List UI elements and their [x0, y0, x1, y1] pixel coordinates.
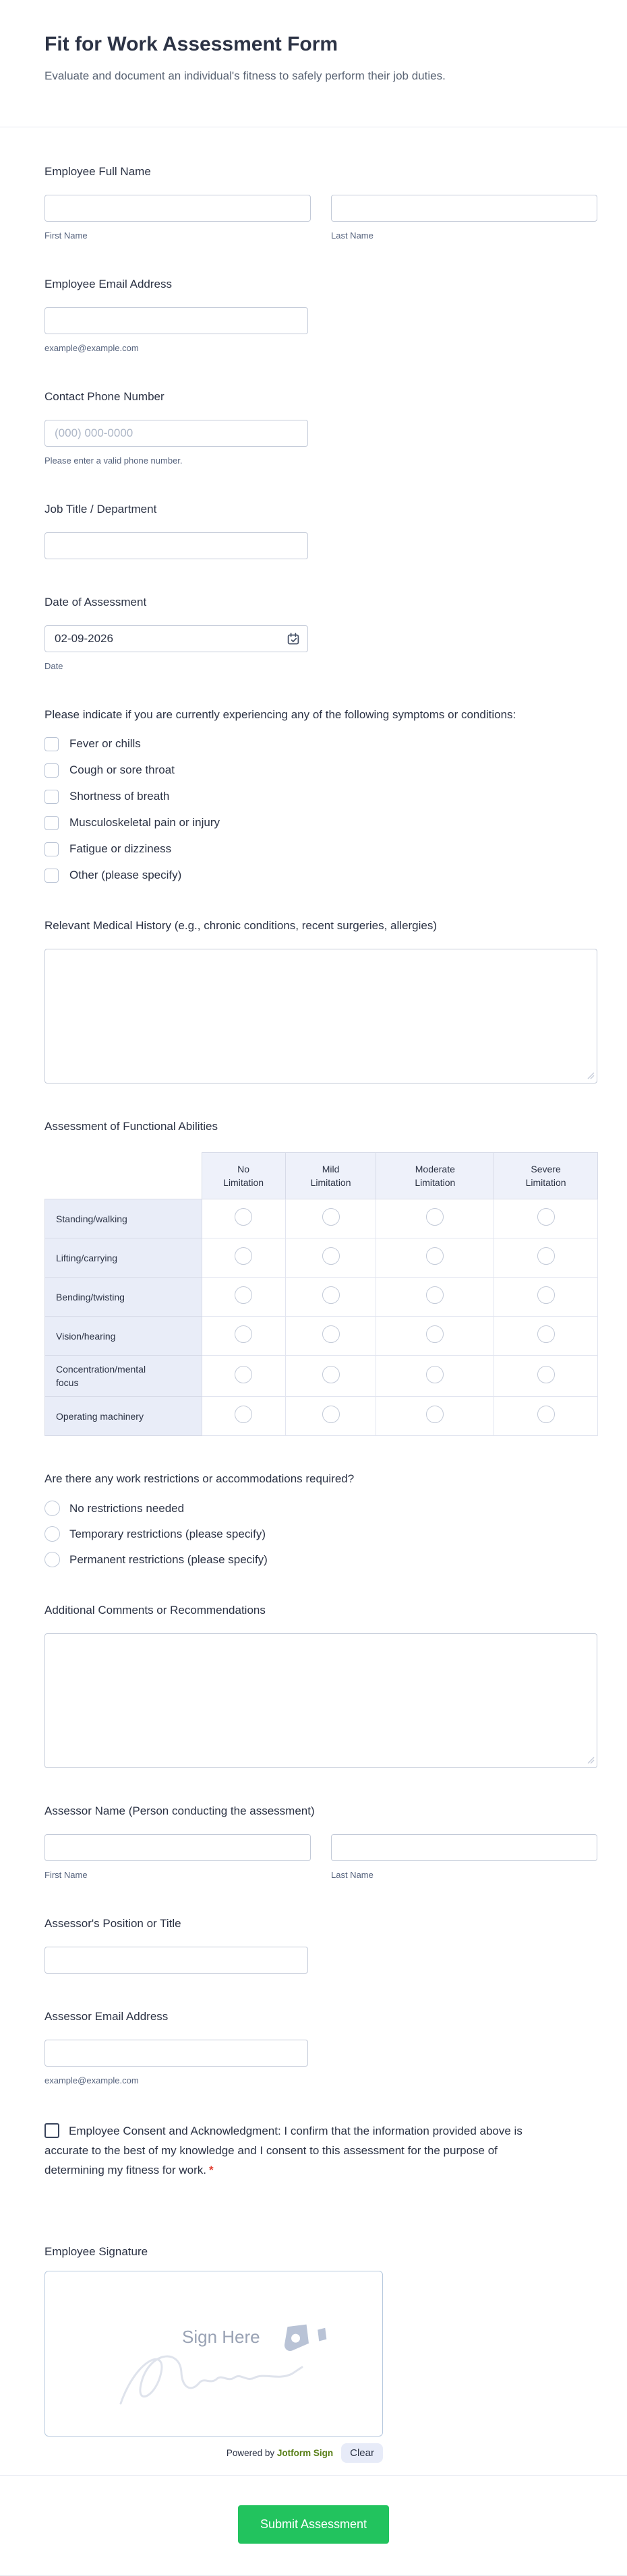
- field-label: Assessor Name (Person conducting the assessment): [44, 1804, 315, 1817]
- field-label: Assessment of Functional Abilities: [44, 1120, 218, 1133]
- employee-last-name-input[interactable]: [331, 195, 597, 222]
- matrix-radio[interactable]: [426, 1286, 444, 1304]
- assessor-first-name-input[interactable]: [44, 1834, 311, 1861]
- matrix-row-standing: [45, 1199, 598, 1238]
- medical-history-textarea[interactable]: [44, 949, 597, 1083]
- field-label: Employee Email Address: [44, 278, 172, 290]
- symptom-option-fatigue[interactable]: Fatigue or dizziness: [44, 842, 597, 856]
- field-label: Contact Phone Number: [44, 390, 165, 403]
- assessor-email-input[interactable]: [44, 2040, 308, 2067]
- field-label: Employee Full Name: [44, 165, 151, 178]
- symptom-option-fever[interactable]: Fever or chills: [44, 736, 597, 751]
- abilities-matrix-table: [44, 1152, 598, 1436]
- calendar-icon[interactable]: [287, 632, 300, 646]
- question-assessor-position: [44, 1916, 597, 1974]
- matrix-col-header: Severe Limitation: [494, 1153, 598, 1199]
- question-medical-history: [44, 918, 597, 1083]
- question-functional-abilities: [44, 1119, 597, 1436]
- submit-area: [0, 2476, 627, 2575]
- field-label: Are there any work restrictions or accommodations required?: [44, 1472, 355, 1485]
- matrix-row-label: Standing/walking: [45, 1199, 202, 1238]
- matrix-radio[interactable]: [235, 1325, 252, 1343]
- matrix-radio[interactable]: [426, 1406, 444, 1423]
- question-assessor-name: [44, 1803, 597, 1881]
- question-assessor-email: [44, 2009, 597, 2086]
- checkbox-icon[interactable]: [44, 842, 59, 856]
- field-label: Assessor Email Address: [44, 2010, 169, 2023]
- matrix-row-label: Bending/twisting: [45, 1278, 202, 1317]
- field-label: Please indicate if you are currently experiencing any of the following symptoms or conditions:: [44, 708, 516, 721]
- matrix-radio[interactable]: [537, 1366, 555, 1383]
- phone-sublabel: Please enter a valid phone number.: [44, 455, 183, 466]
- sign-here-placeholder: Sign Here: [182, 2327, 260, 2347]
- matrix-radio[interactable]: [235, 1406, 252, 1423]
- restrictions-radio-group: [44, 1501, 597, 1567]
- consent-text: Employee Consent and Acknowledgment: I confirm that the information provided above is accurate to the best of my knowledge and I consent to this assessment for the purpose of determining my fitness for work.: [44, 2125, 522, 2176]
- matrix-radio[interactable]: [537, 1325, 555, 1343]
- question-employee-full-name: [44, 164, 597, 241]
- checkbox-icon[interactable]: [44, 737, 59, 751]
- symptoms-checkbox-group: [44, 736, 597, 883]
- matrix-radio[interactable]: [322, 1366, 340, 1383]
- matrix-radio[interactable]: [322, 1208, 340, 1226]
- question-contact-phone: [44, 389, 597, 466]
- field-label: Employee Signature: [44, 2245, 148, 2258]
- jotform-sign-brand: Jotform Sign: [276, 2448, 334, 2458]
- email-sublabel: example@example.com: [44, 2075, 139, 2085]
- first-name-sublabel: First Name: [44, 230, 88, 241]
- matrix-col-header: No Limitation: [202, 1153, 285, 1199]
- question-work-restrictions: [44, 1471, 597, 1567]
- comments-textarea[interactable]: [44, 1633, 597, 1768]
- matrix-radio[interactable]: [235, 1208, 252, 1226]
- question-assessment-date: [44, 594, 597, 672]
- matrix-radio[interactable]: [235, 1247, 252, 1265]
- signature-footer: [44, 2443, 383, 2463]
- matrix-row-label: Concentration/mental focus: [45, 1356, 202, 1397]
- checkbox-icon[interactable]: [44, 763, 59, 778]
- radio-icon[interactable]: [44, 1501, 60, 1516]
- employee-first-name-input[interactable]: [44, 195, 311, 222]
- signature-pad[interactable]: [44, 2271, 383, 2437]
- matrix-row-lifting: [45, 1238, 598, 1278]
- matrix-row-vision: [45, 1317, 598, 1356]
- checkbox-icon[interactable]: [44, 869, 59, 883]
- signature-squiggle: [45, 2271, 383, 2437]
- symptom-option-other[interactable]: Other (please specify): [44, 868, 597, 883]
- matrix-radio[interactable]: [537, 1406, 555, 1423]
- matrix-row-label: Vision/hearing: [45, 1317, 202, 1356]
- assessment-date-input[interactable]: [44, 625, 308, 652]
- form-content: [0, 127, 627, 2463]
- matrix-row-label: Lifting/carrying: [45, 1238, 202, 1278]
- matrix-row-concentration: [45, 1356, 598, 1397]
- restriction-option-none[interactable]: No restrictions needed: [44, 1501, 597, 1516]
- symptom-option-musculoskeletal[interactable]: Musculoskeletal pain or injury: [44, 815, 597, 830]
- matrix-radio[interactable]: [235, 1286, 252, 1304]
- question-employee-email: [44, 276, 597, 354]
- checkbox-icon[interactable]: [44, 790, 59, 804]
- last-name-sublabel: Last Name: [331, 1870, 374, 1880]
- question-employee-signature: [44, 2244, 597, 2463]
- matrix-radio[interactable]: [322, 1247, 340, 1265]
- email-sublabel: example@example.com: [44, 343, 139, 353]
- first-name-sublabel: First Name: [44, 1870, 88, 1880]
- matrix-radio[interactable]: [537, 1247, 555, 1265]
- field-label: Job Title / Department: [44, 503, 157, 515]
- matrix-col-header: Moderate Limitation: [376, 1153, 494, 1199]
- last-name-sublabel: Last Name: [331, 230, 374, 241]
- assessor-last-name-input[interactable]: [331, 1834, 597, 1861]
- required-asterisk: *: [208, 2164, 214, 2176]
- consent-checkbox-icon[interactable]: [44, 2123, 59, 2138]
- matrix-radio[interactable]: [537, 1286, 555, 1304]
- matrix-radio[interactable]: [426, 1325, 444, 1343]
- field-label: Assessor's Position or Title: [44, 1917, 181, 1930]
- resize-handle-icon[interactable]: [587, 1072, 595, 1079]
- matrix-row-label: Operating machinery: [45, 1397, 202, 1436]
- restriction-option-temporary[interactable]: Temporary restrictions (please specify): [44, 1526, 597, 1542]
- matrix-radio[interactable]: [537, 1208, 555, 1226]
- resize-handle-icon[interactable]: [587, 1757, 595, 1764]
- symptom-option-cough[interactable]: Cough or sore throat: [44, 763, 597, 778]
- clear-signature-button[interactable]: Clear: [341, 2443, 383, 2463]
- question-additional-comments: [44, 1602, 597, 1768]
- pen-nib-icon: [276, 2309, 331, 2365]
- restriction-option-permanent[interactable]: Permanent restrictions (please specify): [44, 1552, 597, 1567]
- matrix-radio[interactable]: [322, 1286, 340, 1304]
- matrix-radio[interactable]: [235, 1366, 252, 1383]
- question-job-title: [44, 501, 597, 559]
- form-header: [0, 0, 627, 84]
- matrix-radio[interactable]: [426, 1208, 444, 1226]
- matrix-col-header: Mild Limitation: [285, 1153, 376, 1199]
- matrix-row-machinery: [45, 1397, 598, 1436]
- matrix-row-bending: [45, 1278, 598, 1317]
- field-label: Date of Assessment: [44, 596, 147, 608]
- radio-icon[interactable]: [44, 1526, 60, 1542]
- phone-input[interactable]: [44, 420, 308, 447]
- matrix-radio[interactable]: [322, 1325, 340, 1343]
- date-sublabel: Date: [44, 661, 63, 671]
- form-title: Fit for Work Assessment Form: [44, 33, 338, 55]
- consent-checkbox-row[interactable]: [44, 2121, 543, 2180]
- matrix-corner-cell: [45, 1153, 202, 1199]
- assessor-position-input[interactable]: [44, 1947, 308, 1974]
- question-symptoms: [44, 707, 597, 883]
- field-label: Additional Comments or Recommendations: [44, 1604, 266, 1616]
- matrix-radio[interactable]: [426, 1366, 444, 1383]
- checkbox-icon[interactable]: [44, 816, 59, 830]
- employee-email-input[interactable]: [44, 307, 308, 334]
- job-title-input[interactable]: [44, 532, 308, 559]
- submit-button[interactable]: Submit Assessment: [238, 2505, 389, 2544]
- form-subtitle: Evaluate and document an individual's fitness to safely perform their job duties.: [44, 69, 446, 82]
- matrix-radio[interactable]: [322, 1406, 340, 1423]
- symptom-option-shortness-of-breath[interactable]: Shortness of breath: [44, 789, 597, 804]
- matrix-radio[interactable]: [426, 1247, 444, 1265]
- field-label: Relevant Medical History (e.g., chronic conditions, recent surgeries, allergies): [44, 919, 438, 932]
- powered-by-label: Powered by Jotform Sign: [226, 2448, 334, 2458]
- radio-icon[interactable]: [44, 1552, 60, 1567]
